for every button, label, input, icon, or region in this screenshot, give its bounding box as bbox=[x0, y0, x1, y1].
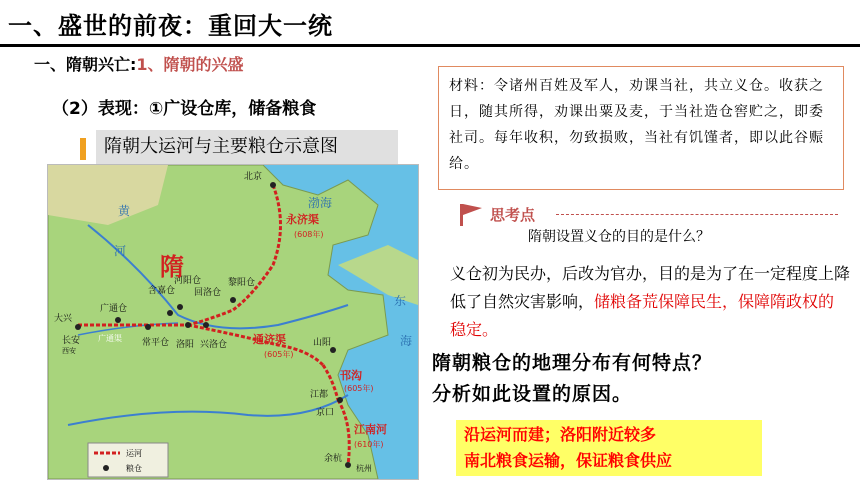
answer-two-line1: 沿运河而建；洛阳附近较多 bbox=[464, 425, 657, 444]
question-two bbox=[432, 348, 712, 410]
guangtong-marker bbox=[115, 317, 121, 323]
label-heyang: 河阳仓 bbox=[174, 276, 202, 286]
label-bohai: 渤海 bbox=[308, 196, 333, 210]
label-guangtong-qu: 广通渠 bbox=[98, 334, 122, 343]
xingluo-marker bbox=[203, 322, 209, 328]
label-hanggou: 邗沟 bbox=[340, 369, 362, 382]
label-luoyang: 洛阳 bbox=[176, 340, 195, 350]
label-huiluo: 回洛仓 bbox=[194, 288, 222, 298]
label-guangtong-cang: 广通仓 bbox=[100, 304, 128, 314]
think-label: 思考点 bbox=[490, 206, 536, 224]
answer-paragraph bbox=[450, 260, 850, 344]
question-two-line2: 分析如此设置的原因。 bbox=[432, 383, 633, 405]
label-changan: 长安 bbox=[62, 336, 81, 346]
label-len-jiangnan: (610年) bbox=[354, 440, 384, 449]
label-xian: 西安 bbox=[62, 347, 76, 355]
label-len-yongji: (608年) bbox=[294, 230, 324, 239]
section-highlight: 1、隋朝的兴盛 bbox=[136, 55, 244, 74]
label-jiangnan: 江南河 bbox=[354, 423, 387, 436]
label-daxing: 大兴 bbox=[54, 314, 73, 324]
label-shanyang: 山阳 bbox=[313, 338, 332, 348]
label-changping: 常平仓 bbox=[142, 338, 170, 348]
question-two-line1: 隋朝粮仓的地理分布有何特点？ bbox=[432, 352, 713, 374]
label-liyang: 黎阳仓 bbox=[228, 278, 256, 288]
label-hangzhou: 杭州 bbox=[356, 464, 372, 473]
label-len-hanggou: (605年) bbox=[344, 384, 374, 393]
beijing-marker bbox=[270, 182, 276, 188]
legend-canal-label: 运河 bbox=[126, 449, 142, 458]
label-yongji: 永济渠 bbox=[286, 213, 319, 226]
answer-emphasis: 储粮备荒保障民生，保障隋政权的稳定。 bbox=[450, 292, 835, 339]
jiangdu-marker bbox=[337, 397, 343, 403]
changan-marker bbox=[75, 324, 81, 330]
section-heading bbox=[34, 52, 244, 75]
luoyang-marker bbox=[185, 322, 191, 328]
canal-map-svg bbox=[48, 165, 418, 479]
label-hai: 海 bbox=[400, 334, 413, 348]
answer-two-box bbox=[456, 420, 762, 476]
legend-granary-swatch bbox=[103, 465, 109, 471]
label-dong: 东 bbox=[394, 294, 407, 308]
legend-granary-label: 粮仓 bbox=[126, 464, 142, 473]
think-divider bbox=[556, 214, 838, 215]
hanjia-marker bbox=[167, 310, 173, 316]
label-jiangdu: 江都 bbox=[310, 390, 329, 400]
material-box: 材料：令诸州百姓及军人，劝课当社，共立义仓。收获之日，随其所得，劝课出粟及麦，于当社造仓窖贮之，即委社司。每年收积，勿致损败，当社有饥馑者，即以此谷赈给。 bbox=[438, 66, 844, 190]
map-caption: 隋朝大运河与主要粮仓示意图 bbox=[96, 130, 398, 164]
label-hanjia: 含嘉仓 bbox=[148, 286, 176, 296]
answer-plain: 义仓初为民办，后改为官办，目的是为了在一定程度上降低了自然灾害影响， bbox=[450, 264, 851, 311]
label-beijing: 北京 bbox=[244, 172, 263, 182]
section-prefix: 一、隋朝兴亡: bbox=[34, 55, 137, 74]
label-he: 河 bbox=[114, 244, 127, 258]
title-divider bbox=[0, 44, 860, 47]
canal-map bbox=[47, 164, 419, 480]
page-title: 一、盛世的前夜：重回大一统 bbox=[8, 12, 333, 40]
label-tongji: 通济渠 bbox=[253, 333, 286, 346]
heyang-marker bbox=[177, 304, 183, 310]
label-yuhang: 余杭 bbox=[324, 454, 343, 464]
label-sui: 隋 bbox=[160, 253, 184, 281]
answer-two-line2: 南北粮食运输，保证粮食供应 bbox=[464, 451, 673, 470]
label-xingluo: 兴洛仓 bbox=[200, 340, 228, 350]
caption-bullet bbox=[80, 138, 86, 160]
subsection-heading: （2）表现：①广设仓库，储备粮食 bbox=[52, 99, 317, 119]
label-yellow: 黄 bbox=[118, 204, 131, 218]
label-len-tongji: (605年) bbox=[264, 350, 294, 359]
liyang-marker bbox=[230, 297, 236, 303]
changping-marker bbox=[145, 324, 151, 330]
think-question: 隋朝设置义仓的目的是什么？ bbox=[528, 229, 710, 245]
flag-icon bbox=[458, 202, 484, 226]
label-jingkou: 京口 bbox=[316, 408, 335, 418]
yuhang-marker bbox=[345, 462, 351, 468]
